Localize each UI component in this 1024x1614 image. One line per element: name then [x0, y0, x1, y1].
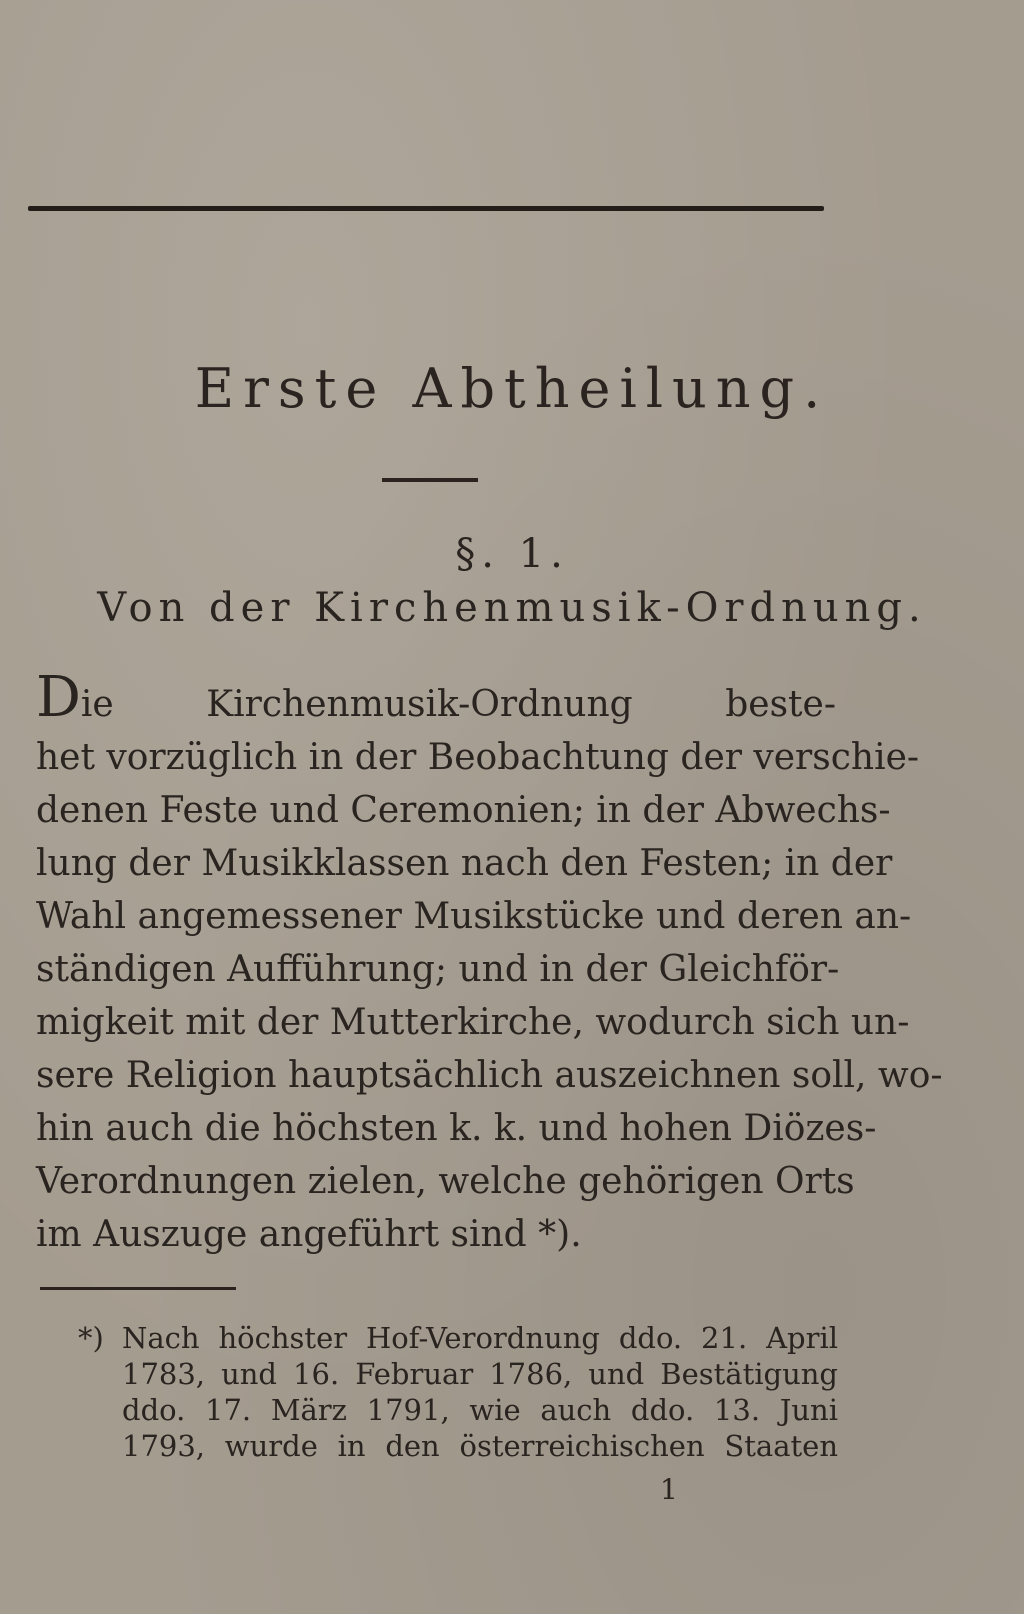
footnote-line: 1793, wurde in den österreichischen Staaten [122, 1429, 838, 1463]
body-paragraph [36, 665, 943, 1261]
body-line: Wahl angemessener Musikstücke und deren an- [36, 896, 912, 937]
footnote-rule [40, 1287, 236, 1290]
chapter-heading: Erste Abtheilung. [194, 357, 830, 420]
body-line: migkeit mit der Mutterkirche, wodurch sich un- [36, 1002, 910, 1043]
body-line: ständigen Aufführung; und in der Gleichför- [36, 949, 840, 990]
body-line-text: ie Kirchenmusik-Ordnung beste- [80, 684, 836, 725]
body-line: Verordnungen zielen, welche gehörigen Orts [36, 1161, 855, 1202]
footnote-line: ddo. 17. März 1791, wie auch ddo. 13. Juni [122, 1393, 838, 1427]
body-line [36, 665, 836, 731]
signature-mark: 1 [660, 1473, 678, 1506]
footnote-line: 1783, und 16. Februar 1786, und Bestätigung [122, 1357, 838, 1391]
body-line: lung der Musikklassen nach den Festen; in der [36, 843, 893, 884]
body-line: denen Feste und Ceremonien; in der Abwechs- [36, 790, 891, 831]
footnote [78, 1320, 838, 1464]
footnote-line-text: Nach höchster Hof-Verordnung ddo. 21. April [122, 1321, 838, 1355]
body-line: im Auszuge angeführt sind *). [36, 1214, 582, 1255]
footnote-line [78, 1320, 838, 1356]
section-title: Von der Kirchenmusik-Ordnung. [97, 585, 927, 631]
heading-rule [382, 478, 478, 482]
body-line: hin auch die höchsten k. k. und hohen Diözes- [36, 1108, 877, 1149]
body-line: sere Religion hauptsächlich auszeichnen soll, wo- [36, 1055, 943, 1096]
drop-cap: D [36, 665, 81, 730]
footnote-marker: *) [78, 1321, 104, 1355]
body-line: het vorzüglich in der Beobachtung der verschie- [36, 737, 920, 778]
section-number: §. 1. [455, 531, 569, 577]
top-rule [28, 206, 824, 211]
